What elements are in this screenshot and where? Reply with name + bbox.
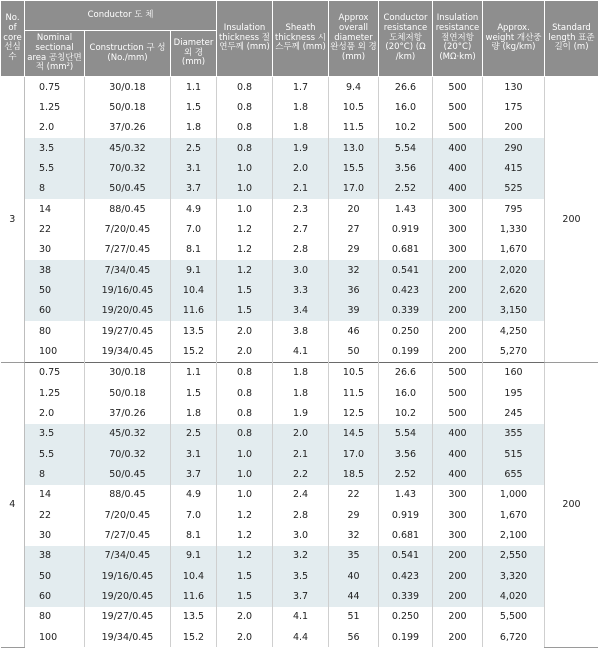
table-cell: 5,500: [483, 607, 545, 627]
table-cell: 40: [329, 566, 379, 586]
table-row: [1, 158, 598, 178]
table-row: [1, 341, 598, 362]
table-cell: 4.9: [171, 485, 217, 505]
table-cell: 500: [433, 383, 483, 403]
table-cell: 18.5: [329, 464, 379, 484]
table-cell: 3.2: [273, 546, 329, 566]
table-cell: 0.199: [379, 627, 433, 647]
table-cell: 38: [25, 546, 85, 566]
table-row: [1, 627, 598, 647]
table-cell: 7/20/0.45: [85, 219, 171, 239]
table-cell: 38: [25, 260, 85, 280]
table-cell: 5.54: [379, 138, 433, 158]
table-cell: 0.8: [217, 424, 273, 444]
table-cell: 7.0: [171, 219, 217, 239]
table-cell: 3.5: [25, 424, 85, 444]
table-cell: 19/34/0.45: [85, 627, 171, 647]
table-cell: 0.199: [379, 341, 433, 362]
table-cell: 2.8: [273, 505, 329, 525]
table-cell: 3.4: [273, 301, 329, 321]
table-row: [1, 525, 598, 545]
table-row: [1, 97, 598, 117]
table-row: [1, 179, 598, 199]
table-cell: 0.919: [379, 505, 433, 525]
table-cell: 17.0: [329, 179, 379, 199]
table-cell: 4.4: [273, 627, 329, 647]
table-cell: 1.43: [379, 485, 433, 505]
header-weight: Approx. weight 개산중량 (kg/km): [483, 1, 545, 77]
table-cell: 3.5: [25, 138, 85, 158]
table-cell: 5.5: [25, 444, 85, 464]
table-cell: 290: [483, 138, 545, 158]
table-row: [1, 383, 598, 403]
table-cell: 500: [433, 362, 483, 383]
table-cell: 2.0: [217, 321, 273, 341]
table-cell: 1.8: [171, 118, 217, 138]
table-cell: 3,320: [483, 566, 545, 586]
table-cell: 1.2: [217, 219, 273, 239]
table-cell: 300: [433, 525, 483, 545]
table-cell: 515: [483, 444, 545, 464]
table-cell: 30: [25, 240, 85, 260]
table-cell: 400: [433, 138, 483, 158]
table-cell: 56: [329, 627, 379, 647]
table-cell: 13.0: [329, 138, 379, 158]
table-cell: 1.2: [217, 240, 273, 260]
table-cell: 5,270: [483, 341, 545, 362]
header-core: No. of core 선심수: [1, 1, 25, 77]
table-cell: 1.1: [171, 77, 217, 98]
table-cell: 2.1: [273, 179, 329, 199]
table-cell: 2.4: [273, 485, 329, 505]
table-cell: 30/0.18: [85, 362, 171, 383]
table-cell: 2.7: [273, 219, 329, 239]
table-cell: 3.5: [273, 566, 329, 586]
table-cell: 2.8: [273, 240, 329, 260]
header-area: Nominal sectional area 공칭단면적 (mm²): [25, 31, 85, 77]
table-cell: 2,100: [483, 525, 545, 545]
table-cell: 0.8: [217, 138, 273, 158]
table-cell: 10.5: [329, 97, 379, 117]
table-row: [1, 260, 598, 280]
table-cell: 500: [433, 77, 483, 98]
table-cell: 8: [25, 464, 85, 484]
table-cell: 1.0: [217, 158, 273, 178]
table-cell: 19/20/0.45: [85, 586, 171, 606]
table-cell: 200: [433, 321, 483, 341]
table-cell: 8: [25, 179, 85, 199]
table-cell: 14.5: [329, 424, 379, 444]
table-cell: 1.2: [217, 525, 273, 545]
table-cell: 19/16/0.45: [85, 280, 171, 300]
table-cell: 1.25: [25, 97, 85, 117]
table-cell: 2,020: [483, 260, 545, 280]
table-cell: 3.1: [171, 444, 217, 464]
table-cell: 11.5: [329, 118, 379, 138]
table-cell: 7/34/0.45: [85, 260, 171, 280]
table-cell: 50/0.18: [85, 383, 171, 403]
table-cell: 7/20/0.45: [85, 505, 171, 525]
standard-length-value: 200: [545, 362, 598, 647]
table-cell: 1.7: [273, 77, 329, 98]
table-cell: 44: [329, 586, 379, 606]
table-cell: 35: [329, 546, 379, 566]
table-cell: 16.0: [379, 383, 433, 403]
table-cell: 3.56: [379, 444, 433, 464]
table-cell: 200: [433, 566, 483, 586]
table-cell: 80: [25, 321, 85, 341]
table-cell: 0.250: [379, 321, 433, 341]
table-cell: 37/0.26: [85, 118, 171, 138]
table-cell: 0.8: [217, 97, 273, 117]
table-cell: 2.52: [379, 179, 433, 199]
table-cell: 200: [433, 280, 483, 300]
table-cell: 1.5: [217, 301, 273, 321]
table-cell: 1,330: [483, 219, 545, 239]
table-cell: 15.2: [171, 341, 217, 362]
table-cell: 300: [433, 505, 483, 525]
table-cell: 3.7: [171, 464, 217, 484]
table-cell: 100: [25, 627, 85, 647]
header-sheath: Sheath thickness 시스두께 (mm): [273, 1, 329, 77]
table-cell: 2.5: [171, 424, 217, 444]
table-cell: 175: [483, 97, 545, 117]
table-cell: 2,620: [483, 280, 545, 300]
table-cell: 9.1: [171, 260, 217, 280]
table-cell: 3,150: [483, 301, 545, 321]
table-cell: 19/27/0.45: [85, 321, 171, 341]
table-cell: 100: [25, 341, 85, 362]
table-cell: 50/0.18: [85, 97, 171, 117]
table-row: [1, 199, 598, 219]
table-cell: 0.75: [25, 77, 85, 98]
table-cell: 60: [25, 301, 85, 321]
table-cell: 4.9: [171, 199, 217, 219]
core-count: 3: [1, 77, 25, 363]
table-row: [1, 546, 598, 566]
table-cell: 88/0.45: [85, 485, 171, 505]
table-cell: 200: [433, 341, 483, 362]
table-cell: 7/34/0.45: [85, 546, 171, 566]
table-cell: 200: [433, 301, 483, 321]
table-cell: 500: [433, 118, 483, 138]
table-cell: 200: [433, 627, 483, 647]
table-cell: 4.1: [273, 607, 329, 627]
table-cell: 16.0: [379, 97, 433, 117]
table-cell: 0.8: [217, 403, 273, 423]
table-cell: 0.8: [217, 362, 273, 383]
table-cell: 0.75: [25, 362, 85, 383]
table-cell: 14: [25, 199, 85, 219]
table-cell: 13.5: [171, 607, 217, 627]
table-cell: 400: [433, 464, 483, 484]
table-cell: 15.2: [171, 627, 217, 647]
table-cell: 655: [483, 464, 545, 484]
table-cell: 1.5: [217, 280, 273, 300]
table-cell: 39: [329, 301, 379, 321]
table-cell: 0.919: [379, 219, 433, 239]
header-construction: Construction 구 성 (No./mm): [85, 31, 171, 77]
table-cell: 19/20/0.45: [85, 301, 171, 321]
table-cell: 1,000: [483, 485, 545, 505]
table-row: [1, 505, 598, 525]
table-cell: 26.6: [379, 77, 433, 98]
table-row: [1, 77, 598, 98]
table-cell: 0.423: [379, 566, 433, 586]
table-cell: 0.8: [217, 77, 273, 98]
table-cell: 17.0: [329, 444, 379, 464]
table-row: [1, 607, 598, 627]
table-cell: 45/0.32: [85, 424, 171, 444]
table-cell: 12.5: [329, 403, 379, 423]
table-cell: 2.2: [273, 464, 329, 484]
table-cell: 3.3: [273, 280, 329, 300]
header-insulation: Insulation thickness 절연두께 (mm): [217, 1, 273, 77]
table-cell: 50/0.45: [85, 179, 171, 199]
table-cell: 22: [25, 219, 85, 239]
table-cell: 795: [483, 199, 545, 219]
table-cell: 4,020: [483, 586, 545, 606]
table-cell: 0.8: [217, 383, 273, 403]
table-cell: 2.0: [25, 403, 85, 423]
table-cell: 1.0: [217, 485, 273, 505]
table-cell: 1.5: [171, 97, 217, 117]
table-cell: 9.1: [171, 546, 217, 566]
table-cell: 30: [25, 525, 85, 545]
table-cell: 7/27/0.45: [85, 525, 171, 545]
table-cell: 300: [433, 219, 483, 239]
table-cell: 15.5: [329, 158, 379, 178]
table-cell: 13.5: [171, 321, 217, 341]
table-cell: 400: [433, 424, 483, 444]
table-cell: 3.7: [171, 179, 217, 199]
table-row: [1, 138, 598, 158]
table-cell: 19/34/0.45: [85, 341, 171, 362]
table-cell: 29: [329, 240, 379, 260]
table-cell: 415: [483, 158, 545, 178]
table-cell: 130: [483, 77, 545, 98]
table-cell: 22: [25, 505, 85, 525]
table-cell: 5.5: [25, 158, 85, 178]
table-cell: 7/27/0.45: [85, 240, 171, 260]
table-cell: 3.1: [171, 158, 217, 178]
table-cell: 19/16/0.45: [85, 566, 171, 586]
table-cell: 1.0: [217, 199, 273, 219]
table-cell: 50: [25, 566, 85, 586]
table-cell: 1.8: [273, 118, 329, 138]
table-row: [1, 586, 598, 606]
table-cell: 195: [483, 383, 545, 403]
table-cell: 26.6: [379, 362, 433, 383]
table-cell: 8.1: [171, 240, 217, 260]
table-cell: 30/0.18: [85, 77, 171, 98]
table-cell: 3.0: [273, 260, 329, 280]
table-cell: 1.8: [171, 403, 217, 423]
table-cell: 50: [329, 341, 379, 362]
table-cell: 11.6: [171, 301, 217, 321]
table-cell: 11.5: [329, 383, 379, 403]
table-cell: 245: [483, 403, 545, 423]
table-row: [1, 424, 598, 444]
table-cell: 88/0.45: [85, 199, 171, 219]
table-cell: 8.1: [171, 525, 217, 545]
table-cell: 525: [483, 179, 545, 199]
table-cell: 1.5: [217, 566, 273, 586]
header-standard-length: Standard length 표준길이 (m): [545, 1, 598, 77]
table-row: [1, 444, 598, 464]
table-cell: 2.1: [273, 444, 329, 464]
table-cell: 46: [329, 321, 379, 341]
table-cell: 9.4: [329, 77, 379, 98]
table-cell: 1.1: [171, 362, 217, 383]
table-cell: 29: [329, 505, 379, 525]
table-cell: 0.681: [379, 525, 433, 545]
table-cell: 10.5: [329, 362, 379, 383]
table-cell: 2.0: [273, 158, 329, 178]
header-insulation-resistance: Insulation resistance 절연저항 (20°C) (MΩ·km): [433, 1, 483, 77]
table-cell: 400: [433, 179, 483, 199]
header-conductor-resistance: Conductor resistance 도체저항 (20°C) (Ω /km): [379, 1, 433, 77]
table-cell: 1.0: [217, 444, 273, 464]
table-cell: 2.0: [217, 607, 273, 627]
table-row: [1, 301, 598, 321]
table-cell: 0.339: [379, 301, 433, 321]
table-row: [1, 566, 598, 586]
table-cell: 37/0.26: [85, 403, 171, 423]
table-cell: 0.541: [379, 546, 433, 566]
table-cell: 2,550: [483, 546, 545, 566]
table-row: [1, 321, 598, 341]
table-cell: 2.0: [217, 341, 273, 362]
table-cell: 1.25: [25, 383, 85, 403]
table-cell: 22: [329, 485, 379, 505]
table-cell: 1.8: [273, 362, 329, 383]
table-cell: 2.52: [379, 464, 433, 484]
table-cell: 2.0: [217, 627, 273, 647]
header-conductor: Conductor 도 체: [25, 1, 217, 31]
table-cell: 32: [329, 525, 379, 545]
table-cell: 1.8: [273, 383, 329, 403]
table-cell: 355: [483, 424, 545, 444]
table-cell: 200: [433, 546, 483, 566]
table-cell: 1.2: [217, 260, 273, 280]
standard-length-value: 200: [545, 77, 598, 363]
table-cell: 400: [433, 444, 483, 464]
table-cell: 2.0: [273, 424, 329, 444]
table-cell: 4.1: [273, 341, 329, 362]
table-cell: 70/0.32: [85, 158, 171, 178]
table-row: [1, 240, 598, 260]
table-cell: 1,670: [483, 240, 545, 260]
table-cell: 1.5: [171, 383, 217, 403]
table-cell: 160: [483, 362, 545, 383]
table-cell: 1.0: [217, 464, 273, 484]
table-cell: 300: [433, 240, 483, 260]
table-cell: 36: [329, 280, 379, 300]
table-cell: 32: [329, 260, 379, 280]
table-cell: 70/0.32: [85, 444, 171, 464]
table-row: [1, 485, 598, 505]
table-cell: 3.0: [273, 525, 329, 545]
table-cell: 0.339: [379, 586, 433, 606]
table-cell: 5.54: [379, 424, 433, 444]
table-cell: 1.43: [379, 199, 433, 219]
table-cell: 3.7: [273, 586, 329, 606]
table-cell: 7.0: [171, 505, 217, 525]
table-cell: 400: [433, 158, 483, 178]
table-cell: 51: [329, 607, 379, 627]
table-cell: 1.2: [217, 505, 273, 525]
table-cell: 300: [433, 485, 483, 505]
table-cell: 1.5: [217, 586, 273, 606]
table-cell: 10.2: [379, 403, 433, 423]
header-overall-diameter: Approx overall diameter 완성품 외 경 (mm): [329, 1, 379, 77]
table-cell: 0.681: [379, 240, 433, 260]
table-cell: 500: [433, 403, 483, 423]
table-cell: 4,250: [483, 321, 545, 341]
table-cell: 2.5: [171, 138, 217, 158]
table-row: [1, 362, 598, 383]
table-cell: 0.423: [379, 280, 433, 300]
table-row: [1, 219, 598, 239]
table-cell: 1.0: [217, 179, 273, 199]
table-cell: 0.8: [217, 118, 273, 138]
table-row: [1, 280, 598, 300]
table-cell: 200: [433, 260, 483, 280]
table-cell: 6,720: [483, 627, 545, 647]
table-cell: 20: [329, 199, 379, 219]
table-cell: 1,670: [483, 505, 545, 525]
table-row: [1, 118, 598, 138]
table-cell: 80: [25, 607, 85, 627]
table-cell: 3.56: [379, 158, 433, 178]
table-cell: 1.9: [273, 403, 329, 423]
header-diameter: Diameter 외 경 (mm): [171, 31, 217, 77]
table-cell: 0.250: [379, 607, 433, 627]
core-count: 4: [1, 362, 25, 647]
table-cell: 45/0.32: [85, 138, 171, 158]
table-cell: 0.541: [379, 260, 433, 280]
table-cell: 2.0: [25, 118, 85, 138]
table-cell: 1.8: [273, 97, 329, 117]
table-cell: 19/27/0.45: [85, 607, 171, 627]
table-cell: 1.2: [217, 546, 273, 566]
table-cell: 200: [433, 607, 483, 627]
table-cell: 200: [433, 586, 483, 606]
table-cell: 500: [433, 97, 483, 117]
table-cell: 200: [483, 118, 545, 138]
table-cell: 60: [25, 586, 85, 606]
table-cell: 50: [25, 280, 85, 300]
table-cell: 300: [433, 199, 483, 219]
table-cell: 1.9: [273, 138, 329, 158]
table-cell: 2.3: [273, 199, 329, 219]
table-cell: 14: [25, 485, 85, 505]
table-cell: 10.4: [171, 566, 217, 586]
table-cell: 10.4: [171, 280, 217, 300]
table-cell: 50/0.45: [85, 464, 171, 484]
table-cell: 3.8: [273, 321, 329, 341]
table-cell: 27: [329, 219, 379, 239]
table-row: [1, 464, 598, 484]
table-row: [1, 403, 598, 423]
table-cell: 10.2: [379, 118, 433, 138]
table-cell: 11.6: [171, 586, 217, 606]
